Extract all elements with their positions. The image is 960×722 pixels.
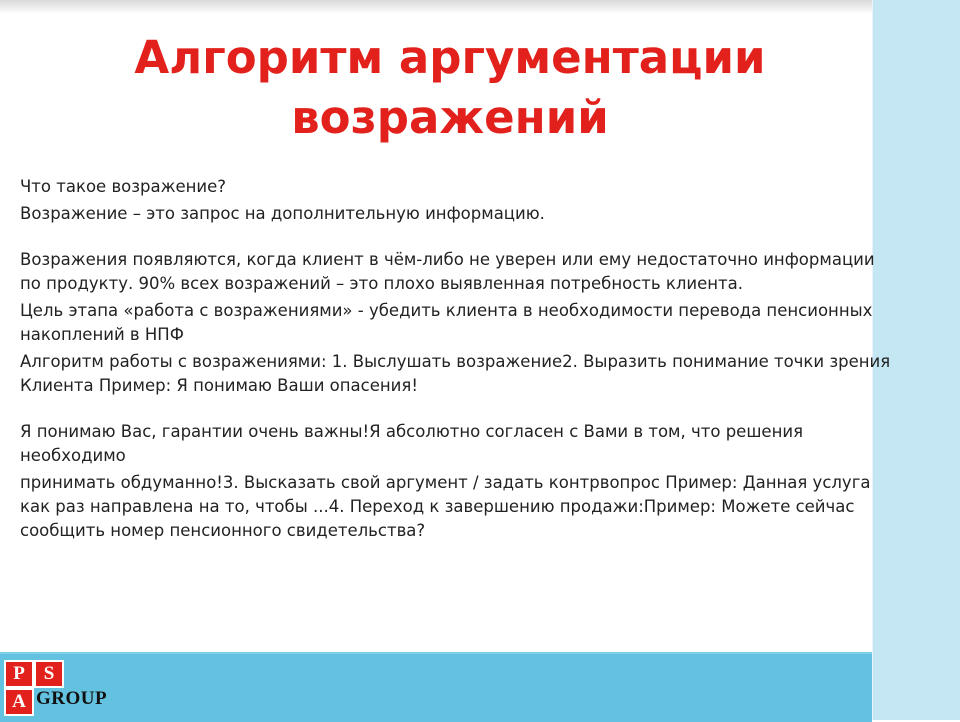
body-paragraph-2: Возражение – это запрос на дополнительную информацию. (20, 204, 545, 223)
psa-group-logo (0, 658, 130, 720)
body-paragraph-4: Цель этапа «работа с возражениями» - убедить клиента в необходимости перевода пенсионных накоплений в НПФ (20, 301, 873, 344)
logo-tile-s: S (34, 660, 64, 688)
logo-wordmark: GROUP (36, 688, 108, 709)
top-shadow (0, 0, 872, 14)
body-paragraph-7: принимать обдуманно!3. Высказать свой аргумент / задать контрвопрос Пример: Данная услуга как раз направлена на то, чтобы ...4. Переход к завершению продажи:Пример: Можете сейчас сообщить номер пенсионного свидетельства? (20, 473, 871, 540)
slide-title: Алгоритм аргументации возражений (134, 31, 766, 144)
logo-tile-p: P (4, 660, 34, 688)
bottom-band (0, 652, 872, 722)
body-paragraph-1: Что такое возражение? (20, 177, 227, 196)
body-paragraph-6: Я понимаю Вас, гарантии очень важны!Я абсолютно согласен с Вами в том, что решения необходимо (20, 422, 804, 465)
logo-tile-a: A (4, 688, 34, 716)
body-paragraph-3: Возражения появляются, когда клиент в чём-либо не уверен или ему недостаточно информации по продукту. 90% всех возражений – это плохо выявленная потребность клиента. (20, 250, 875, 293)
slide-body (20, 175, 900, 543)
body-paragraph-5: Алгоритм работы с возражениями: 1. Выслушать возражение2. Выразить понимание точки зрения Клиента Пример: Я понимаю Ваши опасения! (20, 352, 891, 395)
